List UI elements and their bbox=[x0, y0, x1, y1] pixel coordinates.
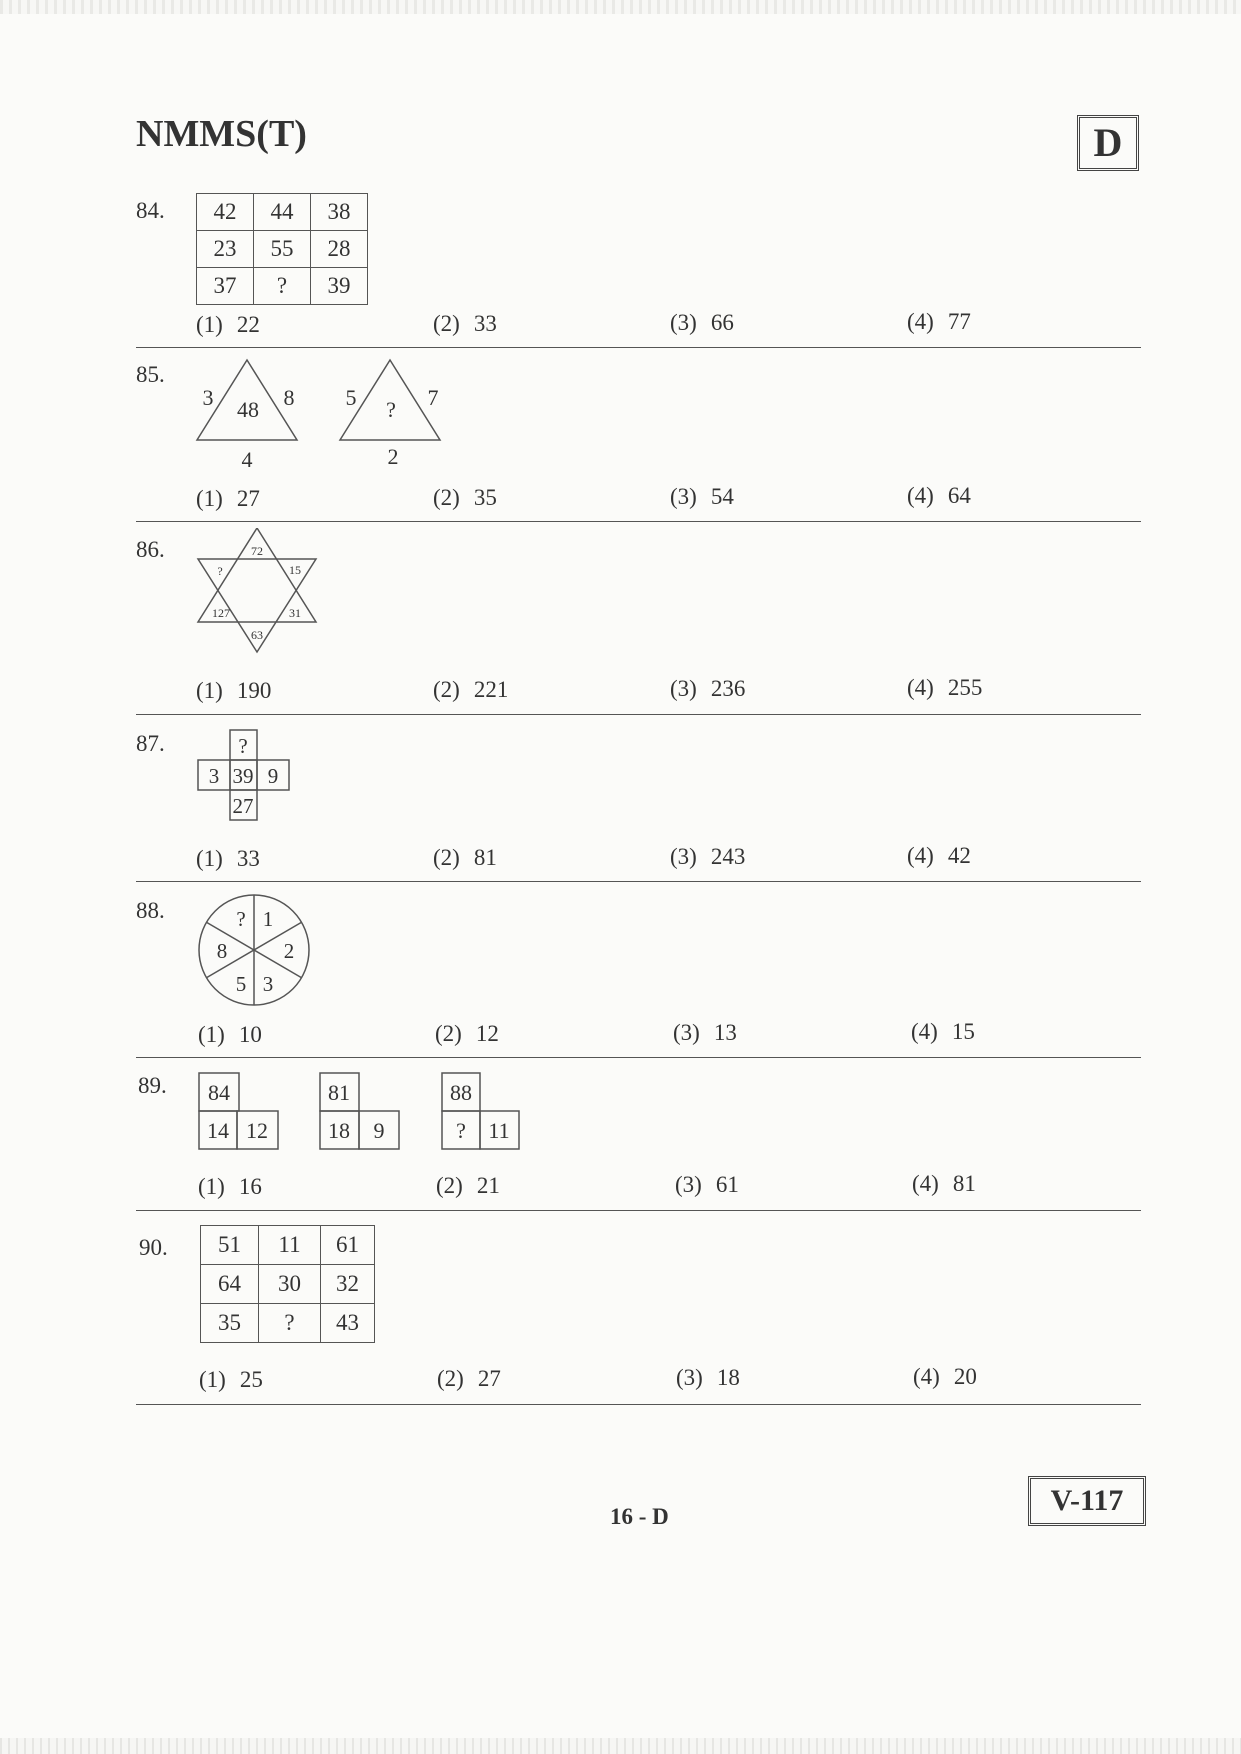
wheel-value: 1 bbox=[262, 907, 274, 931]
option-value: 81 bbox=[952, 1171, 976, 1196]
option-value: 61 bbox=[715, 1172, 739, 1197]
option-3[interactable] bbox=[675, 1172, 739, 1198]
option-number: (1) bbox=[199, 1367, 226, 1392]
option-4[interactable] bbox=[913, 1364, 977, 1390]
figure-set-89 bbox=[196, 1070, 526, 1156]
question-number: 90. bbox=[139, 1235, 168, 1260]
option-value: 66 bbox=[710, 310, 734, 335]
option-number: (2) bbox=[433, 845, 460, 870]
option-3[interactable] bbox=[670, 310, 734, 336]
option-2[interactable] bbox=[436, 1173, 500, 1199]
question-number: 86. bbox=[136, 537, 165, 562]
triangle-2-right: 7 bbox=[427, 385, 439, 410]
option-number: (3) bbox=[670, 310, 697, 335]
option-value: 18 bbox=[716, 1365, 740, 1390]
option-1[interactable] bbox=[198, 1022, 262, 1048]
grid-cell: 35 bbox=[201, 1304, 259, 1343]
divider bbox=[136, 1057, 1141, 1058]
option-value: 21 bbox=[476, 1173, 500, 1198]
option-1[interactable] bbox=[196, 678, 271, 704]
scan-edge-top bbox=[0, 0, 1241, 14]
figure-top: 88 bbox=[450, 1080, 472, 1105]
triangle-figures-85 bbox=[190, 354, 460, 470]
triangle-2-center: ? bbox=[386, 397, 396, 422]
grid-cell: ? bbox=[259, 1304, 321, 1343]
option-number: (2) bbox=[435, 1021, 462, 1046]
wheel-value: 3 bbox=[262, 972, 274, 996]
star-lower-left: 127 bbox=[212, 606, 230, 620]
option-4[interactable] bbox=[912, 1171, 976, 1197]
cross-left: 3 bbox=[208, 764, 220, 788]
grid-cell: 28 bbox=[311, 231, 368, 268]
option-number: (2) bbox=[437, 1366, 464, 1391]
cross-top: ? bbox=[238, 734, 248, 758]
star-upper-right: 15 bbox=[289, 563, 301, 577]
cross-bottom: 27 bbox=[232, 794, 254, 818]
option-4[interactable] bbox=[907, 843, 971, 869]
wheel-value: 8 bbox=[216, 939, 228, 963]
grid-cell: 51 bbox=[201, 1226, 259, 1265]
option-number: (2) bbox=[433, 311, 460, 336]
option-4[interactable] bbox=[907, 483, 971, 509]
option-value: 12 bbox=[475, 1021, 499, 1046]
grid-cell: 39 bbox=[311, 268, 368, 305]
option-value: 64 bbox=[947, 483, 971, 508]
option-value: 33 bbox=[473, 311, 497, 336]
cross-figure-87 bbox=[196, 728, 296, 823]
wheel-value: ? bbox=[236, 907, 246, 931]
cross-center: 39 bbox=[232, 764, 254, 788]
triangle-1-bottom: 4 bbox=[241, 447, 253, 470]
option-value: 33 bbox=[236, 846, 260, 871]
option-3[interactable] bbox=[676, 1365, 740, 1391]
divider bbox=[136, 521, 1141, 522]
option-number: (1) bbox=[196, 486, 223, 511]
option-value: 25 bbox=[239, 1367, 263, 1392]
star-lower-right: 31 bbox=[289, 606, 301, 620]
wheel-value: 5 bbox=[235, 972, 247, 996]
grid-cell: 61 bbox=[321, 1226, 375, 1265]
option-number: (3) bbox=[676, 1365, 703, 1390]
option-value: 77 bbox=[947, 309, 971, 334]
option-value: 236 bbox=[710, 676, 746, 701]
star-figure-86 bbox=[196, 528, 321, 656]
option-number: (4) bbox=[907, 843, 934, 868]
page-number: 16 - D bbox=[610, 1504, 669, 1529]
option-value: 13 bbox=[713, 1020, 737, 1045]
option-2[interactable] bbox=[433, 485, 497, 511]
option-value: 190 bbox=[236, 678, 272, 703]
option-2[interactable] bbox=[435, 1021, 499, 1047]
divider bbox=[136, 1404, 1141, 1405]
triangle-2-bottom: 2 bbox=[387, 444, 399, 469]
option-1[interactable] bbox=[196, 312, 260, 338]
star-top: 72 bbox=[251, 544, 263, 558]
option-value: 10 bbox=[238, 1022, 262, 1047]
paper-code-box: V-117 bbox=[1028, 1476, 1146, 1526]
divider bbox=[136, 347, 1141, 348]
option-number: (3) bbox=[670, 484, 697, 509]
option-number: (3) bbox=[673, 1020, 700, 1045]
option-1[interactable] bbox=[199, 1367, 263, 1393]
option-value: 20 bbox=[953, 1364, 977, 1389]
option-2[interactable] bbox=[437, 1366, 501, 1392]
figure-bottom-left: 18 bbox=[328, 1118, 350, 1143]
grid-cell: 43 bbox=[321, 1304, 375, 1343]
scan-edge-bottom bbox=[0, 1738, 1241, 1754]
option-value: 54 bbox=[710, 484, 734, 509]
option-number: (3) bbox=[670, 676, 697, 701]
option-number: (1) bbox=[196, 312, 223, 337]
option-number: (2) bbox=[433, 677, 460, 702]
option-3[interactable] bbox=[670, 844, 745, 870]
grid-cell: 64 bbox=[201, 1265, 259, 1304]
figure-89-3 bbox=[442, 1073, 519, 1149]
question-number: 88. bbox=[136, 898, 165, 923]
triangle-1-right: 8 bbox=[283, 385, 295, 410]
option-value: 27 bbox=[477, 1366, 501, 1391]
option-number: (1) bbox=[198, 1022, 225, 1047]
grid-cell: 44 bbox=[254, 194, 311, 231]
cross-right: 9 bbox=[267, 764, 279, 788]
divider bbox=[136, 881, 1141, 882]
figure-bottom-left: ? bbox=[456, 1118, 466, 1143]
option-1[interactable] bbox=[196, 486, 260, 512]
option-number: (1) bbox=[196, 846, 223, 871]
star-upper-left: ? bbox=[217, 564, 223, 578]
question-number: 89. bbox=[138, 1073, 167, 1098]
question-number: 87. bbox=[136, 731, 165, 756]
option-number: (1) bbox=[198, 1174, 225, 1199]
divider bbox=[136, 714, 1141, 715]
grid-cell: 23 bbox=[197, 231, 254, 268]
option-number: (1) bbox=[196, 678, 223, 703]
grid-cell: 11 bbox=[259, 1226, 321, 1265]
option-number: (4) bbox=[907, 309, 934, 334]
option-number: (3) bbox=[675, 1172, 702, 1197]
figure-top: 81 bbox=[328, 1080, 350, 1105]
option-value: 243 bbox=[710, 844, 746, 869]
option-1[interactable] bbox=[196, 846, 260, 872]
grid-cell: 30 bbox=[259, 1265, 321, 1304]
figure-top: 84 bbox=[208, 1080, 230, 1105]
option-number: (4) bbox=[912, 1171, 939, 1196]
wheel-figure-88 bbox=[196, 892, 314, 1010]
number-grid-84 bbox=[196, 193, 368, 305]
figure-bottom-right: 12 bbox=[246, 1118, 268, 1143]
option-value: 27 bbox=[236, 486, 260, 511]
option-value: 15 bbox=[951, 1019, 975, 1044]
triangle-2-left: 5 bbox=[345, 385, 357, 410]
figure-89-2 bbox=[320, 1073, 399, 1149]
option-4[interactable] bbox=[911, 1019, 975, 1045]
option-value: 81 bbox=[473, 845, 497, 870]
option-value: 16 bbox=[238, 1174, 262, 1199]
number-grid-90 bbox=[200, 1225, 375, 1343]
grid-cell: 42 bbox=[197, 194, 254, 231]
triangle-1-center: 48 bbox=[237, 397, 259, 422]
question-number: 85. bbox=[136, 362, 165, 387]
option-number: (2) bbox=[433, 485, 460, 510]
option-3[interactable] bbox=[670, 484, 734, 510]
option-2[interactable] bbox=[433, 311, 497, 337]
option-1[interactable] bbox=[198, 1174, 262, 1200]
grid-cell: 37 bbox=[197, 268, 254, 305]
option-value: 255 bbox=[947, 675, 983, 700]
grid-cell: 32 bbox=[321, 1265, 375, 1304]
grid-cell: 38 bbox=[311, 194, 368, 231]
option-value: 35 bbox=[473, 485, 497, 510]
triangle-1-left: 3 bbox=[202, 385, 214, 410]
option-4[interactable] bbox=[907, 309, 971, 335]
option-number: (4) bbox=[913, 1364, 940, 1389]
grid-cell: ? bbox=[254, 268, 311, 305]
option-4[interactable] bbox=[907, 675, 982, 701]
star-bottom: 63 bbox=[251, 628, 263, 642]
divider bbox=[136, 1210, 1141, 1211]
figure-bottom-left: 14 bbox=[207, 1118, 229, 1143]
option-number: (4) bbox=[907, 675, 934, 700]
figure-bottom-right: 9 bbox=[373, 1118, 385, 1143]
option-3[interactable] bbox=[673, 1020, 737, 1046]
option-number: (3) bbox=[670, 844, 697, 869]
figure-bottom-right: 11 bbox=[488, 1118, 510, 1143]
option-number: (4) bbox=[911, 1019, 938, 1044]
page-title: NMMS(T) bbox=[136, 113, 307, 155]
option-3[interactable] bbox=[670, 676, 745, 702]
option-number: (2) bbox=[436, 1173, 463, 1198]
option-value: 221 bbox=[473, 677, 509, 702]
set-code-box: D bbox=[1077, 115, 1139, 171]
option-number: (4) bbox=[907, 483, 934, 508]
option-value: 42 bbox=[947, 843, 971, 868]
option-value: 22 bbox=[236, 312, 260, 337]
option-2[interactable] bbox=[433, 845, 497, 871]
figure-89-1 bbox=[199, 1073, 278, 1149]
option-2[interactable] bbox=[433, 677, 508, 703]
question-number: 84. bbox=[136, 198, 165, 223]
wheel-value: 2 bbox=[283, 939, 295, 963]
grid-cell: 55 bbox=[254, 231, 311, 268]
